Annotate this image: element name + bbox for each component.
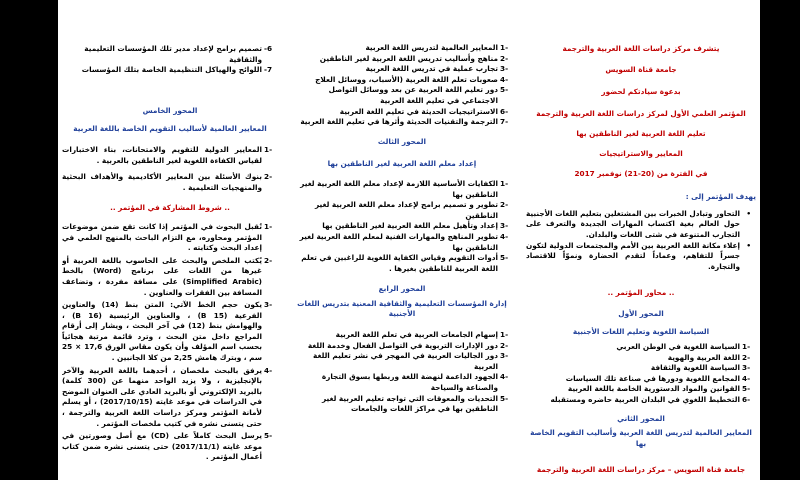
list-item: -2 دور الإدارات التربوية في التواصل الفعال وخدمة اللغة	[307, 340, 509, 350]
axes-title-text: محاور المؤتمر	[615, 288, 667, 298]
goal-item: • إعلاء مكانة اللغة العربية بين الأمم والمجتمعات الدولية لتكون جسراً للتفاهم، وعماداً لتقدم الحضارة ونموّاً للاقتصاد والتجارة.	[526, 241, 740, 273]
terms-title: .. شروط المشاركة في المؤتمر ..	[110, 203, 230, 213]
axis3-list	[290, 179, 514, 274]
list-item: -1 إسهام الجامعات العربية في تعلم اللغة العربية	[335, 330, 509, 340]
goals-title: يهدف المؤتمر إلى :	[685, 192, 756, 202]
list-item: -4 تطوير المناهج والمهارات الفنية لمعلم اللغة العربية لغير الناطقين بها	[299, 231, 509, 252]
list-item: -6 التخطيط اللغوي في البلدان العربية حاضره ومستقبله	[550, 395, 751, 405]
header-line-5: تعليم اللغة العربية لغير الناطقين بها	[576, 129, 706, 139]
list-item: -1 المعايير العالمية لتدريس اللغة العربية	[365, 43, 509, 52]
header-line-4: المؤتمر العلمي الأول لمركز دراسات اللغة العربية والترجمة	[536, 108, 746, 118]
list-item: -5 دور تعليم اللغة العربية عن بعد ووسائل التواصل الاجتماعي في تعليم اللغة العربية	[328, 85, 509, 105]
axis4-list	[290, 330, 514, 415]
brochure-sheet	[58, 0, 760, 480]
list-item: -2 مناهج وأساليب تدريس اللغة العربية لغير الناطقين	[319, 53, 509, 63]
header-line-1: يتشرف مركز دراسات اللغة العربية والترجمة	[562, 44, 720, 53]
list-item: -1 السياسة اللغوية في الوطن العربي	[616, 342, 751, 352]
list-item: -1 تُقبل البحوث في المؤتمر إذا كانت تقع ضمن موضوعات المؤتمر ومحاوره، مع التزام الباحث بالمنهج العلمي في إعداد البحث وكتابته .	[62, 221, 273, 253]
axis1-subtitle: السياسة اللغوية وتعليم اللغات الأجنبية	[572, 326, 710, 336]
axis5-title: المحور الخامس	[142, 105, 198, 115]
list-item: -3 تجارب عملية في تدريس اللغة العربية	[365, 64, 509, 74]
axis4-subtitle: إدارة المؤسسات التعليمية والثقافية المعنية بتدريس اللغات الأجنبية	[297, 298, 507, 319]
axis5-subtitle: المعايير العالمية لأساليب التقويم الخاصة باللغة العربية	[73, 124, 267, 134]
axis2-subtitle: المعايير العالمية لتدريس اللغة العربية وأساليب التقويم الخاصة بها	[530, 428, 752, 448]
axis1-list	[526, 342, 756, 406]
list-item: -1 الكفايات الأساسية اللازمة لإعداد معلم اللغة العربية لغير الناطقين بها	[300, 178, 509, 199]
goal-item: • التحاور وتبادل الخبرات بين المشتغلين بتعليم اللغات الأجنبية حول العالم بغية اكتساب المهارات الجديدة والتعرف على التجارب المتنوعة في شتى اللغات والبلدان.	[526, 209, 740, 241]
list-item: -2 اللغة العربية والهوية	[667, 352, 751, 362]
list-item: -3 السياسة اللغوية والثقافة	[650, 363, 751, 373]
list-item: 7- اللوائح والهياكل التنظيمية الخاصة بتلك المؤسسات	[81, 65, 273, 75]
axis1-title: المحور الأول	[618, 308, 664, 318]
terms-list	[62, 222, 278, 463]
list-item: -7 الترجمة والتقنيات الحديثة وأثرها في تعليم اللغة العربية	[300, 117, 509, 127]
list-item: -5 التحديات والمعوقات التي تواجه تعليم العربية لغير الناطقين بها في مراكز اللغات والجامعات	[321, 393, 509, 414]
header-line-7: في الفترة من (20-21) نوفمبر 2017	[574, 168, 708, 178]
list-item: -4 الجهود الداعمة لنهضة اللغة وربطها بسوق التجارة والصناعة والسياحة	[321, 372, 509, 393]
axis4-list-cont	[62, 44, 278, 76]
right-margin	[760, 0, 800, 480]
list-item: -6 الاستراتيجيات الحديثة في تعليم اللغة العربية	[339, 106, 509, 116]
left-margin	[0, 0, 58, 480]
axis5-list	[62, 145, 278, 193]
list-item: -4 صعوبات تعلم اللغة العربية (الأسباب، ووسائل العلاج	[315, 74, 509, 84]
list-item: -5 أدوات التقويم وقياس الكفاية اللغوية للراغبين في تعلم اللغة العربية للناطقين بغيرها .	[301, 253, 509, 273]
list-item: -4 المجامع اللغوية ودورها في صناعة تلك السياسات	[565, 373, 751, 383]
left-column	[62, 0, 278, 480]
list-item: 6- تصميم برامج لإعداد مدير تلك المؤسسات التعليمية والثقافية	[84, 44, 273, 64]
list-item: -3 دور الجاليات العربية في المهجر في نشر تعليم اللغة العربية	[313, 351, 509, 371]
header-line-6: المعايير والاستراتيجيات	[599, 148, 683, 158]
list-item: -1 المعايير الدولية للتقويم والامتحانات، بناء الاختبارات لقياس الكفاءة اللغوية لغير الناطقين بالعربية .	[62, 144, 273, 165]
list-item: -5 يرسل البحث كاملاً على (CD) مع أصل وصورتين في موعد غايته (2017/11/1) حتى يتسنى نشره ضمن كتاب أعمال المؤتمر .	[62, 431, 273, 462]
terms-title-text: شروط المشاركة في المؤتمر	[118, 203, 222, 213]
axis2-list	[290, 43, 514, 128]
axis3-subtitle: إعداد معلم اللغة العربية لغير الناطقين بها	[327, 159, 477, 169]
axis4-title: المحور الرابع	[378, 284, 426, 294]
axis2-title: المحور الثاني	[617, 413, 665, 423]
goals-list	[526, 209, 756, 273]
axes-title: .. محاور المؤتمر ..	[607, 288, 675, 298]
list-item: -2 يُكتب الملخص والبحث على الحاسوب باللغة العربية أو غيرها من اللغات على برنامج (Word) بالخط (Simplified Arabic) على مسافة مفردة ، وتضاعف المسافة بين الفقرات والعناوين .	[62, 255, 273, 297]
list-item: -3 إعداد وتأهيل معلم اللغة العربية لغير الناطقين بها	[322, 221, 509, 231]
list-item: -2 بنوك الأسئلة بين المعايير الأكاديمية والأهداف البحثية والمنهجيات التعليمية .	[62, 172, 273, 192]
axis3-title: المحور الثالث	[377, 136, 427, 146]
header-line-2: جامعة قناة السويس	[605, 64, 677, 74]
header-line-3: بدعوة سيادتكم لحضور	[601, 87, 681, 97]
list-item: -3 يكون حجم الخط الآتي: المتن بنط (14) والعناوين الفرعية (B 15) ، والعناوين الرئيسية (B 16) ، والهوامش بنط (12) في آخر البحث ، ويشار إلى أرقام المراجع داخل متن البحث ، وترد قائمة مرتبة هجائياً بحسب اسم المؤلف وأن يكون مقاس الورق 17,6 × 25 سم ، وبترك هامش 2,25 من كلا الجانبين .	[62, 300, 273, 363]
right-column	[526, 0, 756, 480]
middle-column	[290, 0, 514, 480]
list-item: -5 القوانين والمواد الدستورية الخاصة باللغة العربية	[567, 384, 751, 394]
list-item: -2 تطوير و تصميم برامج لإعداد معلم اللغة العربية لغير الناطقين	[314, 200, 509, 220]
footer-line: جامعة قناة السويس – مركز دراسات اللغة العربية والترجمة	[536, 465, 746, 475]
list-item: -4 يرفق بالبحث ملخصان ، أحدهما باللغة العربية والآخر بالإنجليزية ، ولا يزيد الواحد منهما عن (300 كلمة) بالبريد الإلكتروني أو بالبريد العادي على العنوان الموضح في الدراسات في موعد غايته (2017/10/15) ، أو يسلم لأمانة المؤتمر ومركز دراسات اللغة العربية والترجمة ، حتى يتسنى نشره في كتيب ملخصات المؤتمر .	[62, 365, 273, 428]
